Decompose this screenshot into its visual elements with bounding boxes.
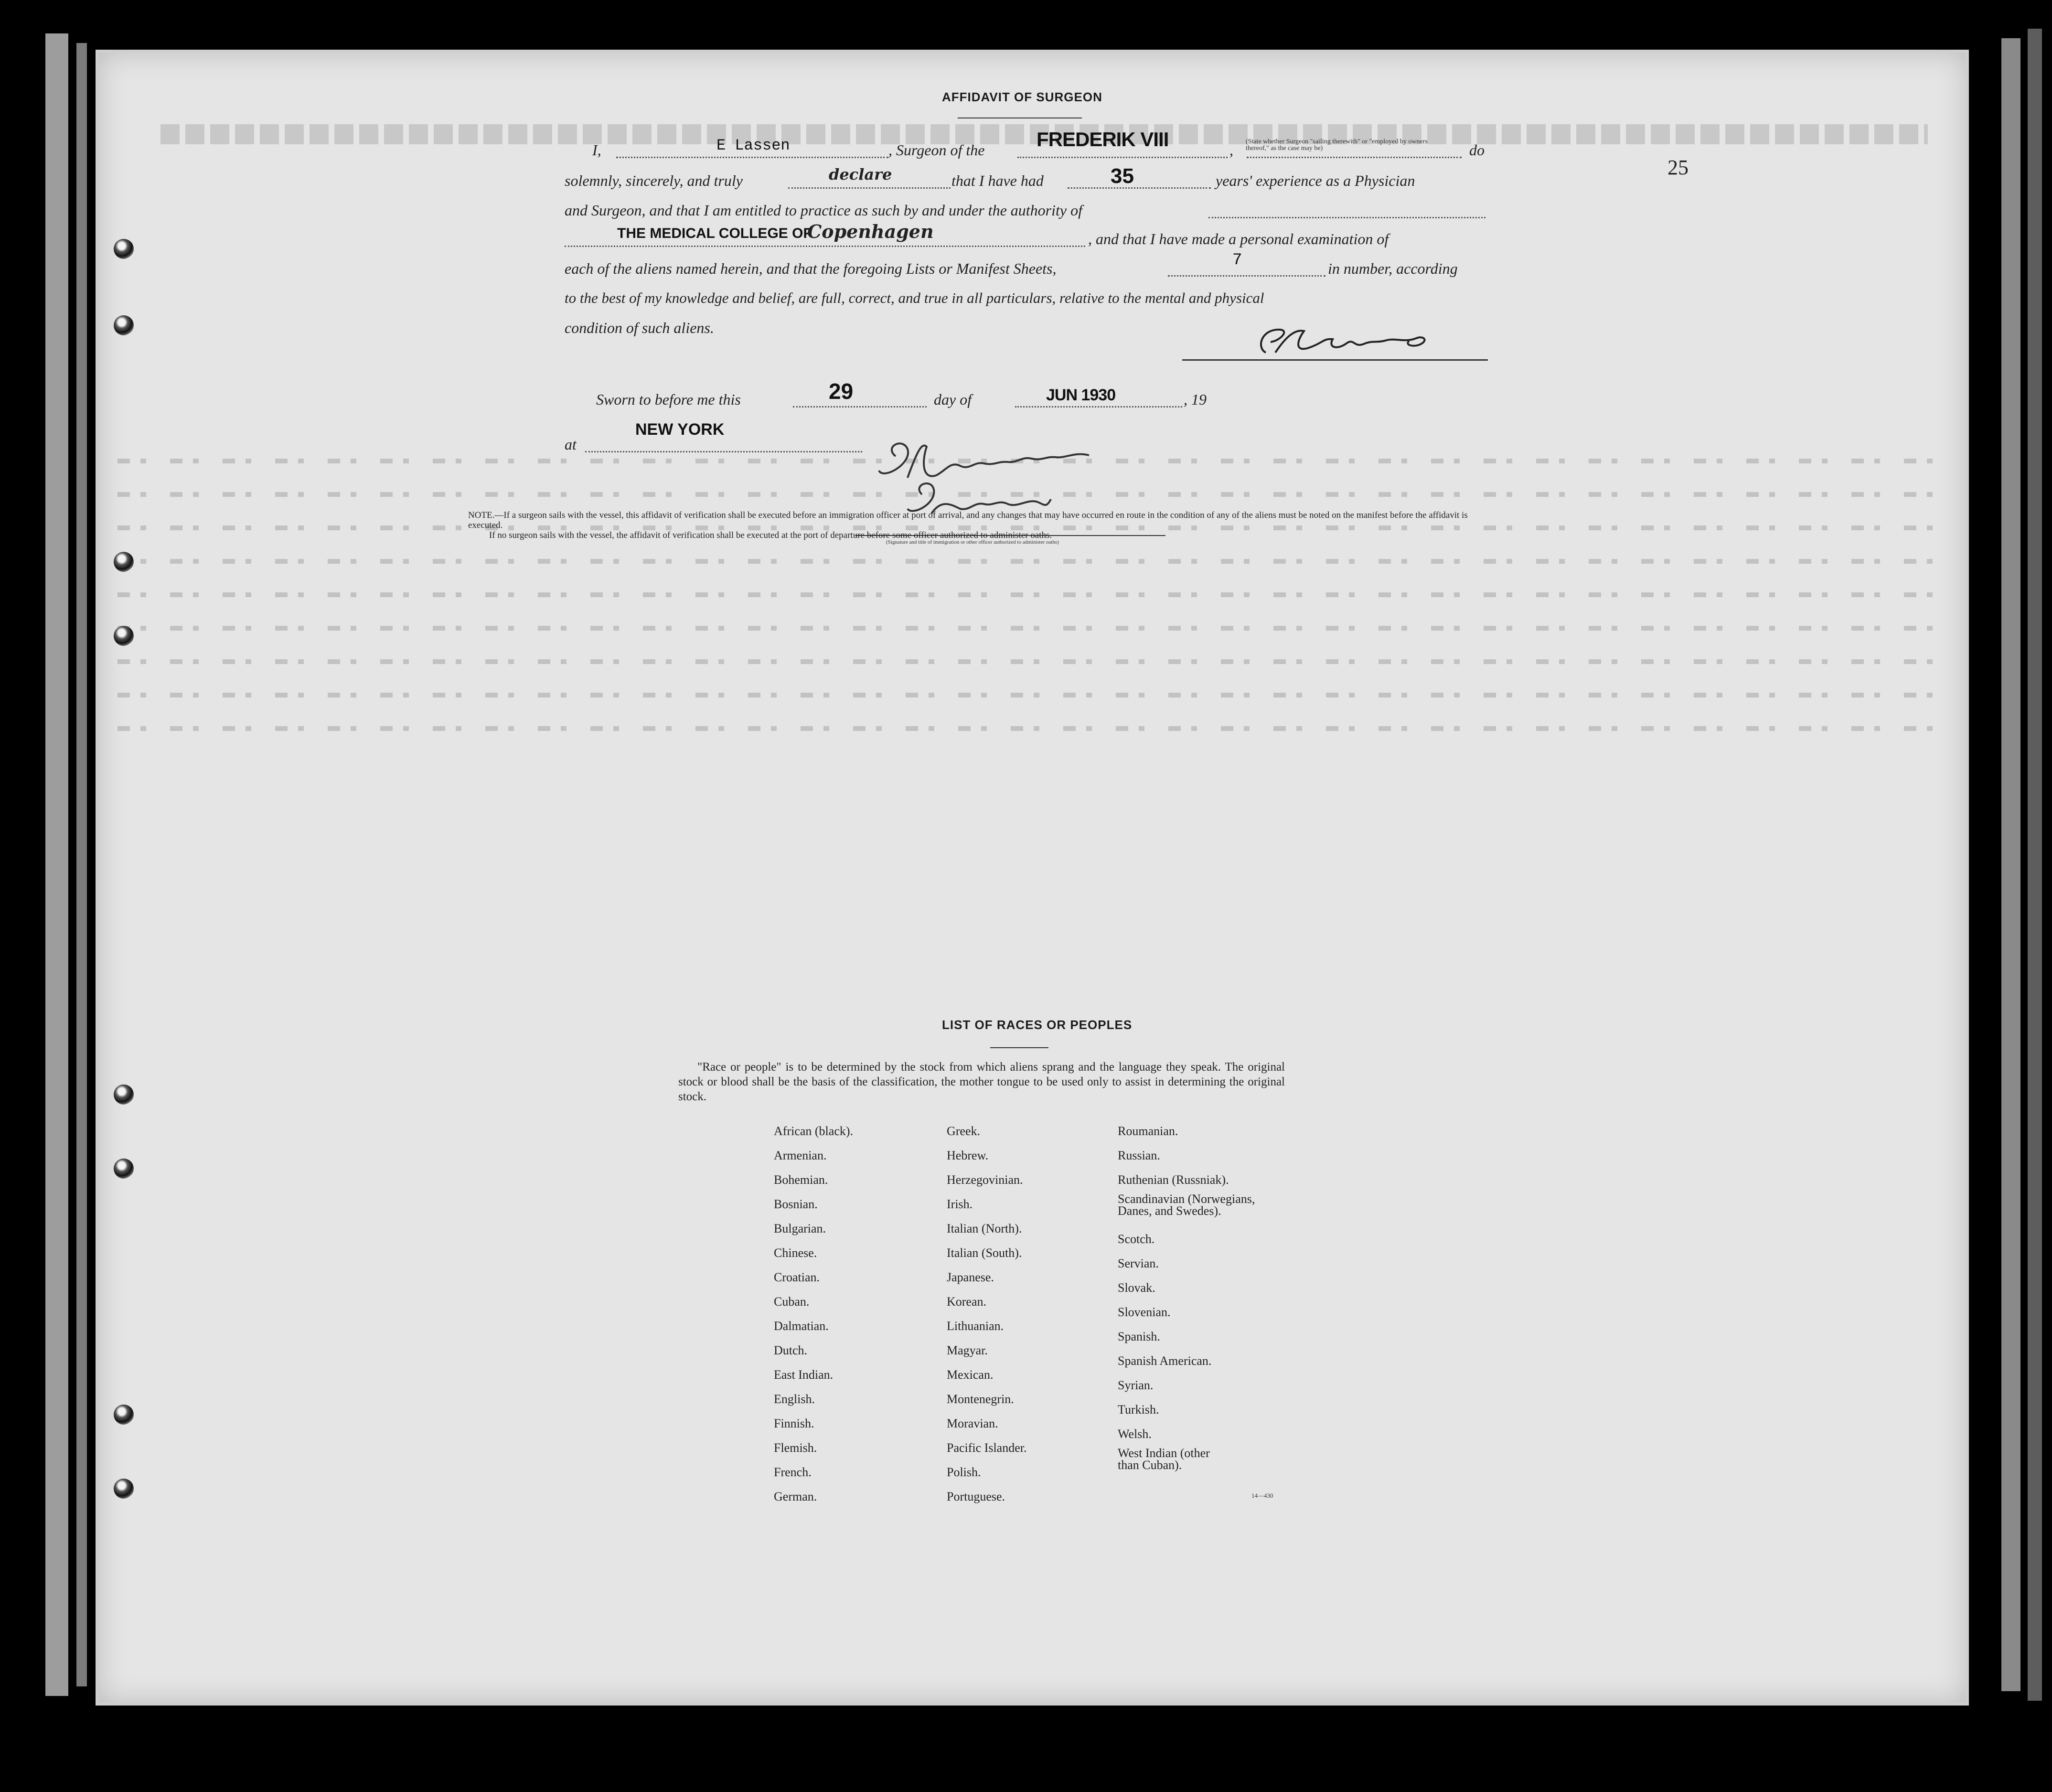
race-item: Flemish. xyxy=(774,1441,817,1455)
race-item: English. xyxy=(774,1392,815,1406)
text-surgeon-of: , Surgeon of the xyxy=(888,141,985,159)
race-item: Russian. xyxy=(1118,1148,1160,1162)
sheet-count: 7 xyxy=(1232,251,1242,269)
race-item: French. xyxy=(774,1465,812,1479)
binding-strip-left-inner xyxy=(76,43,87,1686)
binder-hole xyxy=(114,1084,134,1105)
race-item: Bulgarian. xyxy=(774,1222,826,1235)
surgeon-name-line xyxy=(616,157,888,158)
race-item: Scotch. xyxy=(1118,1232,1155,1246)
bleed-through-row xyxy=(118,559,1947,564)
race-item: Roumanian. xyxy=(1118,1124,1178,1138)
text-that-i-have-had: that I have had xyxy=(951,172,1044,189)
text-nineteen: , 19 xyxy=(1184,391,1207,408)
note-block xyxy=(468,510,1486,540)
races-intro: "Race or people" is to be determined by the stock from which aliens sprang and the language they speak. The original stock or blood shall be the basis of the classification, the mother tongue to be used only to assist in determining the original stock. xyxy=(678,1061,1285,1103)
vessel-note-line xyxy=(1247,157,1462,158)
race-item: Montenegrin. xyxy=(947,1392,1014,1406)
sworn-day: 29 xyxy=(829,379,854,404)
text-do: do xyxy=(1469,141,1485,159)
bleed-through-row xyxy=(118,592,1947,597)
note-paragraph-2: If no surgeon sails with the vessel, the affidavit of verification shall be executed at the port of departure before some officer authorized to administer oaths. xyxy=(489,530,1052,540)
binding-strip-left xyxy=(45,33,68,1696)
race-item: Welsh. xyxy=(1118,1427,1152,1441)
text-condition: condition of such aliens. xyxy=(565,319,714,336)
years-experience: 35 xyxy=(1111,164,1134,188)
race-item: Cuban. xyxy=(774,1295,810,1309)
race-item: Herzegovinian. xyxy=(947,1173,1023,1187)
race-item: Armenian. xyxy=(774,1148,827,1162)
race-item: Lithuanian. xyxy=(947,1319,1004,1333)
binding-strip-right-outer xyxy=(2028,29,2042,1701)
race-item: Slovenian. xyxy=(1118,1305,1171,1319)
binding-strip-right xyxy=(2001,38,2020,1691)
surgeon-name: E Lassen xyxy=(716,137,790,154)
text-at: at xyxy=(565,436,577,453)
race-item: Hebrew. xyxy=(947,1148,989,1162)
race-item: Pacific Islander. xyxy=(947,1441,1027,1455)
race-item: Spanish. xyxy=(1118,1330,1160,1343)
race-item: Magyar. xyxy=(947,1343,988,1357)
race-item: Servian. xyxy=(1118,1256,1159,1270)
race-item: Turkish. xyxy=(1118,1403,1159,1416)
text-each-of-the-aliens: each of the aliens named herein, and that the foregoing Lists or Manifest Sheets, xyxy=(565,260,1057,277)
location-stamp: NEW YORK xyxy=(635,420,725,439)
race-item: Moravian. xyxy=(947,1416,998,1430)
text-personal-examination: , and that I have made a personal examination of xyxy=(1088,230,1389,247)
race-item: West Indian (other than Cuban). xyxy=(1118,1446,1210,1472)
race-item: Polish. xyxy=(947,1465,981,1479)
surgeon-signature xyxy=(1251,319,1443,362)
years-line xyxy=(1068,187,1211,189)
race-item: Spanish American. xyxy=(1118,1354,1212,1368)
binder-hole xyxy=(114,552,134,572)
bleed-through-row xyxy=(118,626,1947,631)
college-city-handwritten: Copenhagen xyxy=(807,221,934,242)
text-day-of: day of xyxy=(934,391,972,408)
race-item: Chinese. xyxy=(774,1246,817,1260)
sworn-day-line xyxy=(793,406,927,408)
form-code: 14—430 xyxy=(1251,1492,1273,1499)
binder-hole xyxy=(114,239,134,259)
race-item: Croatian. xyxy=(774,1270,820,1284)
sworn-date-line xyxy=(1015,406,1182,408)
binder-hole xyxy=(114,315,134,335)
bleed-through-row xyxy=(118,659,1947,664)
text-comma: , xyxy=(1229,141,1233,159)
binder-hole xyxy=(114,1405,134,1425)
vessel-line xyxy=(1017,157,1228,158)
race-item: Finnish. xyxy=(774,1416,814,1430)
text-i: I, xyxy=(592,141,601,159)
race-item: Irish. xyxy=(947,1197,973,1211)
race-item: Bohemian. xyxy=(774,1173,828,1187)
bleed-through-row xyxy=(118,693,1947,697)
authority-line xyxy=(1208,217,1486,218)
race-item: German. xyxy=(774,1490,817,1503)
race-item: Italian (South). xyxy=(947,1246,1022,1260)
race-item: Japanese. xyxy=(947,1270,994,1284)
races-title: LIST OF RACES OR PEOPLES xyxy=(942,1018,1133,1032)
affidavit-title: AFFIDAVIT OF SURGEON xyxy=(942,90,1102,104)
text-sworn-before-me: Sworn to before me this xyxy=(596,391,741,408)
binder-hole xyxy=(114,1479,134,1499)
races-column-3 xyxy=(1118,1119,1290,1470)
races-title-underline xyxy=(990,1047,1048,1048)
race-item: Dalmatian. xyxy=(774,1319,829,1333)
text-in-number: in number, according xyxy=(1328,260,1458,277)
location-line xyxy=(585,451,862,452)
text-solemnly: solemnly, sincerely, and truly xyxy=(565,172,743,189)
sheet-count-line xyxy=(1168,275,1325,277)
note-paragraph-1: NOTE.—If a surgeon sails with the vessel, this affidavit of verification shall be executed before an immigration officer at port of arrival, and any changes that may have occurred en route in the condition of any of the aliens must be noted on the manifest before the affidavit is executed. xyxy=(468,510,1468,530)
race-item: African (black). xyxy=(774,1124,854,1138)
race-item: Ruthenian (Russniak). xyxy=(1118,1173,1229,1187)
race-item: Slovak. xyxy=(1118,1281,1155,1295)
vessel-name-stamp: FREDERIK VIII xyxy=(1037,128,1169,150)
race-item: Bosnian. xyxy=(774,1197,818,1211)
race-item: Italian (North). xyxy=(947,1222,1022,1235)
vessel-note: (State whether Surgeon "sailing therewith" or "employed by owners thereof," as the case may be) xyxy=(1246,138,1428,152)
race-item: Dutch. xyxy=(774,1343,808,1357)
page-number: 25 xyxy=(1667,156,1689,179)
binder-hole xyxy=(114,1159,134,1179)
race-item: East Indian. xyxy=(774,1368,834,1382)
binder-hole xyxy=(114,626,134,646)
text-best-of-knowledge: to the best of my knowledge and belief, are full, correct, and true in all particulars, relative to the mental and physical xyxy=(565,290,1264,306)
text-authority: and Surgeon, and that I am entitled to practice as such by and under the authority of xyxy=(565,202,1082,219)
college-name: THE MEDICAL COLLEGE OF xyxy=(617,225,812,241)
officer-caption: (Signature and title of immigration or other officer authorized to administer oaths) xyxy=(886,539,1059,545)
college-line xyxy=(565,246,1085,247)
race-item: Mexican. xyxy=(947,1368,994,1382)
declare-line xyxy=(788,187,951,189)
race-item: Portuguese. xyxy=(947,1490,1005,1503)
sworn-date-stamp: JUN 1930 xyxy=(1046,386,1116,404)
race-item: Syrian. xyxy=(1118,1378,1154,1392)
bleed-through-row xyxy=(118,726,1947,731)
race-item: Korean. xyxy=(947,1295,987,1309)
race-item: Greek. xyxy=(947,1124,981,1138)
race-item: Scandinavian (Norwegians, Danes, and Swedes). xyxy=(1118,1192,1255,1218)
declare-handwritten: declare xyxy=(829,165,892,183)
text-years-experience: years' experience as a Physician xyxy=(1216,172,1415,189)
